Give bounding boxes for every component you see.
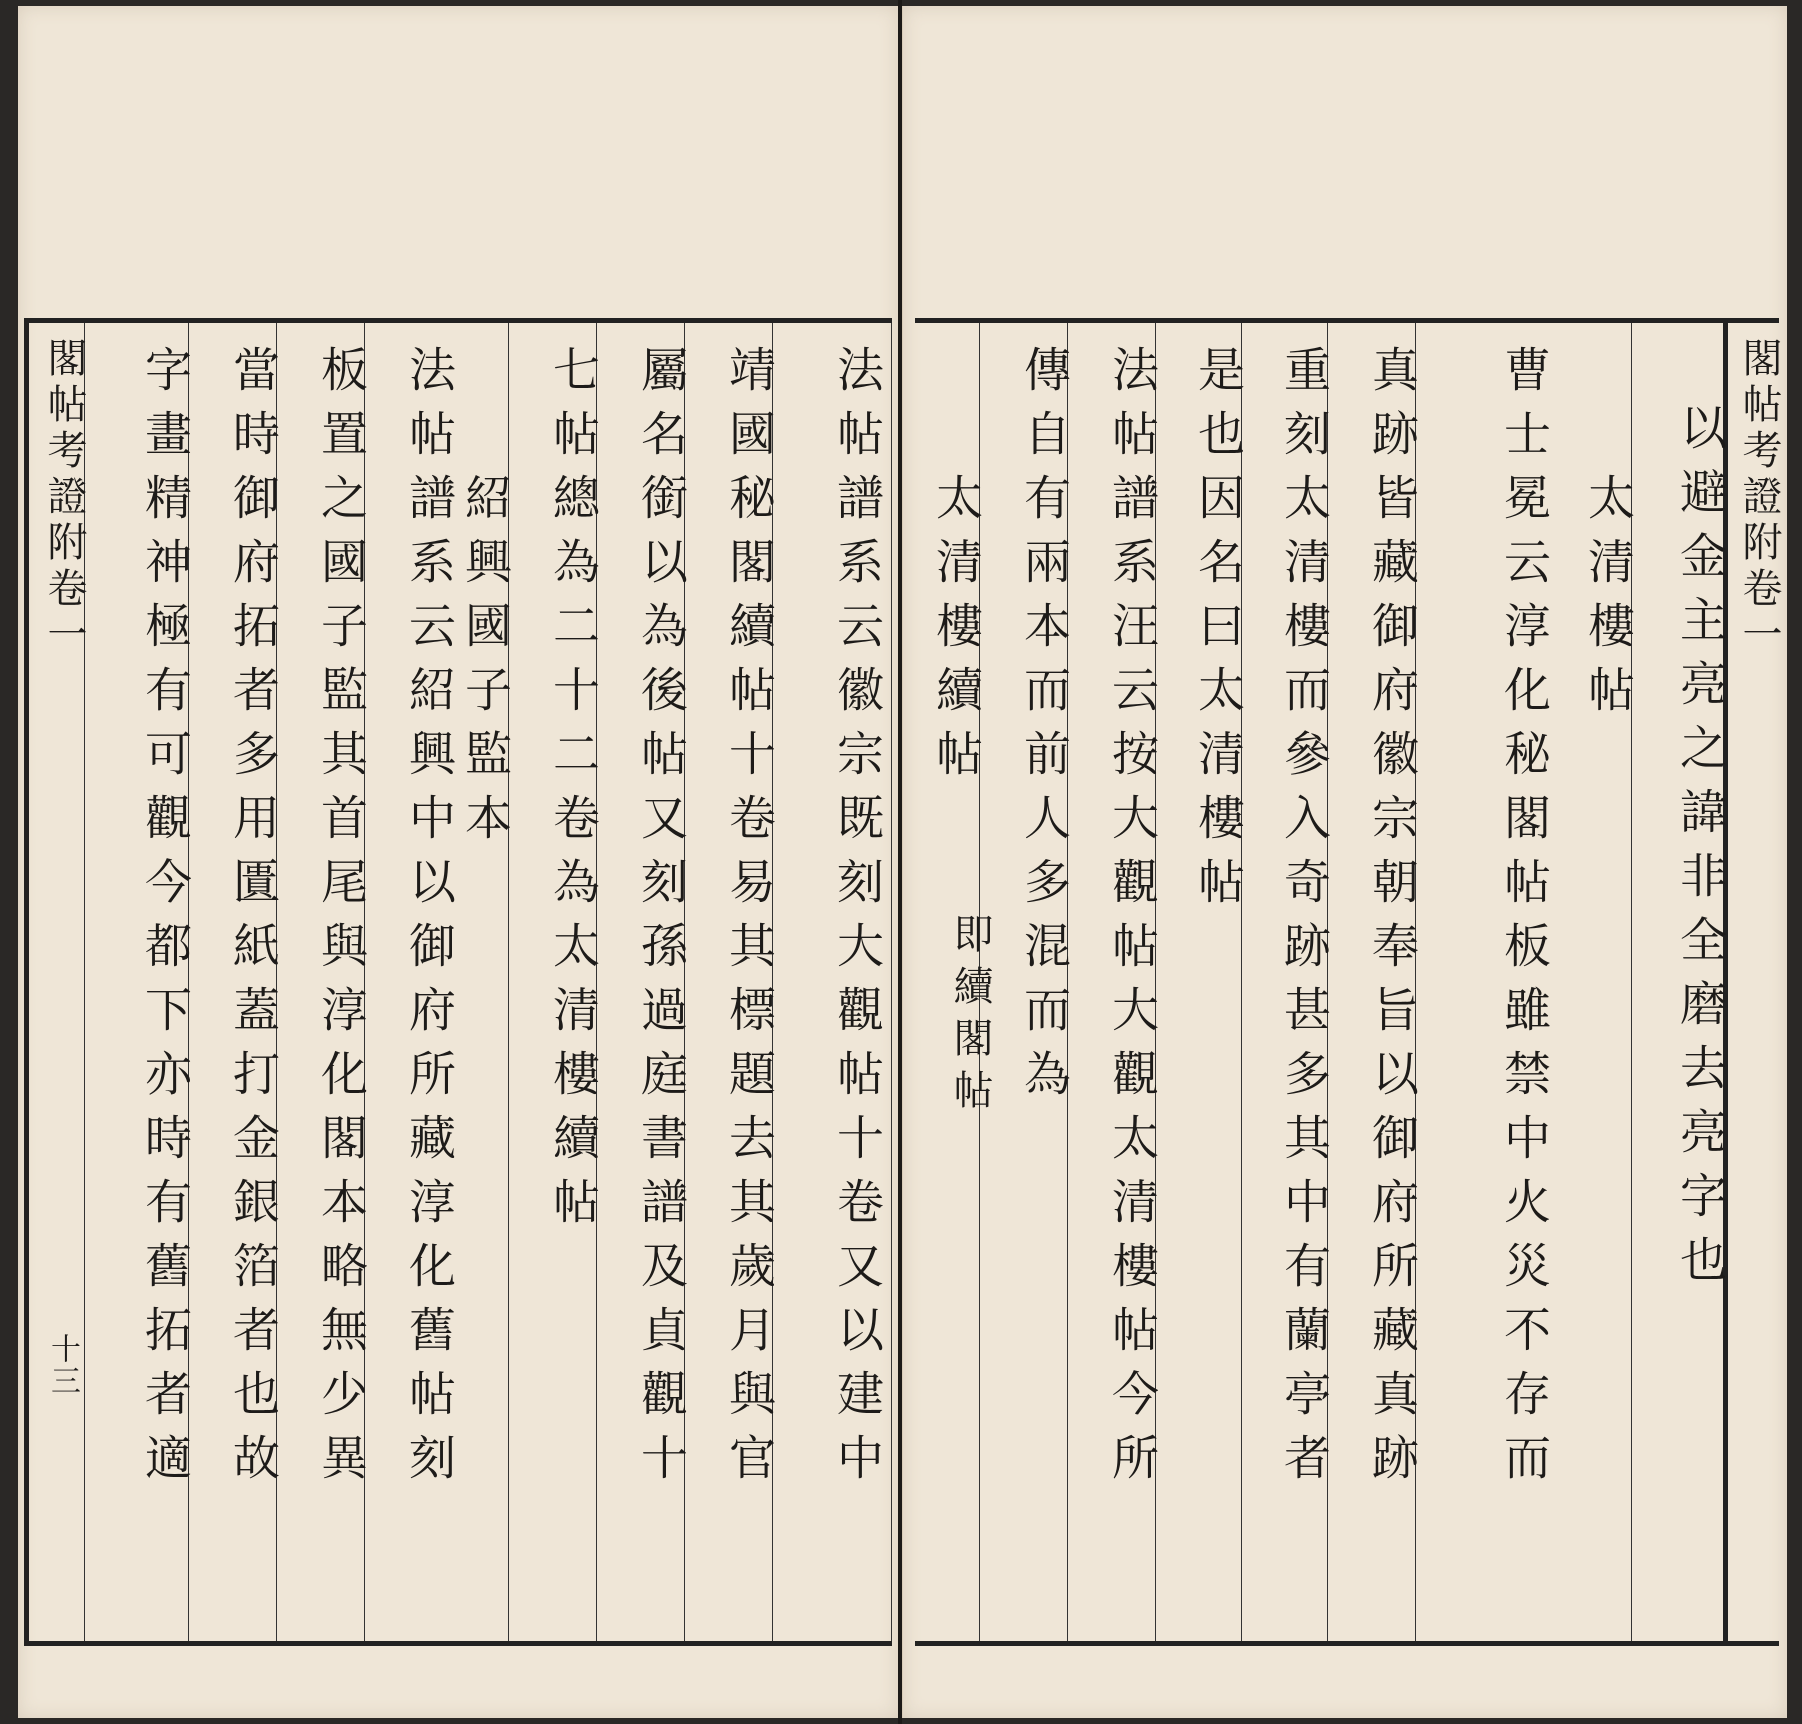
margin-title: 閣帖考證附卷一	[41, 337, 87, 659]
column-text: 板置之國子監其首尾與淳化閣本略無少異	[313, 345, 368, 1497]
text-column	[84, 323, 192, 1641]
column-text: 真跡皆藏御府徽宗朝奉旨以御府所藏真跡	[1364, 345, 1419, 1497]
right-page	[902, 6, 1787, 1718]
annotation: 即續閣帖	[947, 913, 993, 1121]
text-column	[891, 323, 993, 1641]
text-column	[508, 323, 600, 1641]
column-text: 曹士冕云淳化秘閣帖板雖禁中火災不存而	[1496, 345, 1551, 1497]
text-column	[684, 323, 776, 1641]
column-text: 是也因名曰太清樓帖	[1190, 345, 1245, 921]
text-column	[596, 323, 688, 1641]
text-column	[188, 323, 280, 1641]
column-text: 法帖譜系汪云按大觀帖大觀太清樓帖今所	[1104, 345, 1159, 1497]
column-text: 傳自有兩本而前人多混而為	[1016, 345, 1071, 1113]
margin-column	[24, 323, 87, 1641]
folio-number: 十三	[45, 1333, 80, 1397]
column-text: 七帖總為二十二卷為太清樓續帖	[545, 345, 600, 1241]
text-column	[1547, 323, 1635, 1641]
text-column	[772, 323, 884, 1641]
left-text-frame	[24, 318, 892, 1646]
column-text: 重刻太清樓而參入奇跡甚多其中有蘭亭者	[1276, 345, 1331, 1497]
column-text: 以避金主亮之諱非全磨去亮字也	[1672, 403, 1727, 1299]
text-column	[364, 323, 456, 1641]
column-text: 靖國秘閣續帖十卷易其標題去其歲月與官	[721, 345, 776, 1497]
text-column	[1327, 323, 1419, 1641]
text-column	[1241, 323, 1331, 1641]
column-text: 屬名銜以為後帖又刻孫過庭書譜及貞觀十	[633, 345, 688, 1497]
column-text: 法帖譜系云紹興中以御府所藏淳化舊帖刻	[401, 345, 456, 1497]
left-page	[18, 6, 899, 1718]
section-heading: 太清樓帖	[1580, 473, 1635, 729]
text-column	[1415, 323, 1551, 1641]
text-column	[1155, 323, 1245, 1641]
margin-title: 閣帖考證附卷一	[1736, 337, 1782, 659]
section-heading: 紹興國子監本	[457, 473, 512, 857]
section-heading: 太清樓續帖	[928, 473, 983, 793]
margin-column	[1723, 323, 1782, 1641]
column-text: 法帖譜系云徽宗既刻大觀帖十卷又以建中	[829, 345, 884, 1497]
column-text: 字畫精神極有可觀今都下亦時有舊拓者適	[137, 345, 192, 1497]
right-text-frame	[915, 318, 1782, 1646]
column-text: 當時御府拓者多用匱紙蓋打金銀箔者也故	[225, 345, 280, 1497]
text-column	[276, 323, 368, 1641]
text-column	[1067, 323, 1159, 1641]
text-column	[1631, 323, 1727, 1641]
